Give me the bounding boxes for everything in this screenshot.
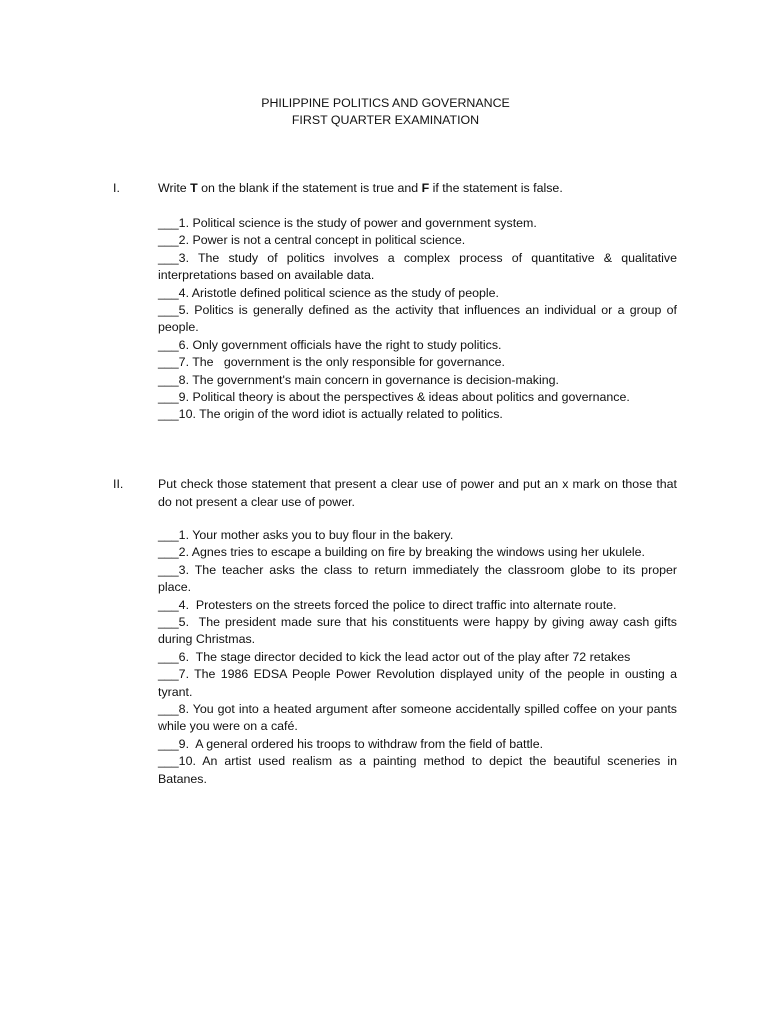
question-item xyxy=(158,232,677,249)
question-text: ___8. You got into a heated argument after someone accidentally spilled coffee on your pants while you were on a café. xyxy=(158,702,681,734)
section-1-number: I. xyxy=(113,181,120,195)
section-2-items xyxy=(158,527,681,788)
question-item xyxy=(158,701,681,736)
section-1-instruction xyxy=(158,180,677,198)
question-text: ___2. Power is not a central concept in political science. xyxy=(158,233,466,248)
question-item xyxy=(158,614,681,649)
instruction-text: on the blank if the statement is true and xyxy=(197,181,422,195)
question-text: ___10. An artist used realism as a painting method to depict the beautiful sceneries in Batanes. xyxy=(158,754,681,786)
question-item xyxy=(158,389,677,406)
question-text: ___7. The 1986 EDSA People Power Revolution displayed unity of the people in ousting a tyrant. xyxy=(158,667,681,699)
question-item xyxy=(158,354,677,371)
question-text: ___10. The origin of the word idiot is actually related to politics. xyxy=(158,407,503,422)
section-2-instruction: Put check those statement that present a clear use of power and put an x mark on those that do not present a clear use of power. xyxy=(158,477,677,509)
question-text: ___6. Only government officials have the right to study politics. xyxy=(158,337,502,352)
instruction-text: if the statement is false. xyxy=(429,181,563,195)
question-text: ___2. Agnes tries to escape a building on fire by breaking the windows using her ukulele. xyxy=(158,545,645,560)
exam-header xyxy=(0,95,768,129)
question-text: ___3. The teacher asks the class to return immediately the classroom globe to its proper place. xyxy=(158,562,681,595)
question-item xyxy=(158,302,681,337)
true-marker: T xyxy=(190,181,198,195)
exam-title: FIRST QUARTER EXAMINATION xyxy=(291,113,480,127)
question-item xyxy=(158,372,677,389)
question-item xyxy=(158,736,677,753)
false-marker: F xyxy=(421,181,430,195)
question-item xyxy=(158,562,681,597)
question-item xyxy=(158,527,677,544)
question-item xyxy=(158,666,681,701)
question-item xyxy=(158,285,677,302)
section-1-items xyxy=(158,215,681,424)
question-item xyxy=(158,250,681,285)
question-text: ___1. Your mother asks you to buy flour in the bakery. xyxy=(158,528,454,542)
section-2-number: II. xyxy=(113,477,124,491)
question-item xyxy=(158,753,681,788)
question-item xyxy=(158,544,677,561)
instruction-text: Write xyxy=(158,181,191,195)
question-text: ___8. The government's main concern in governance is decision-making. xyxy=(158,372,559,387)
question-text: ___7. The government is the only responsible for governance. xyxy=(158,355,505,370)
question-text: ___9. A general ordered his troops to withdraw from the field of battle. xyxy=(158,736,544,751)
question-text: ___4. Protesters on the streets forced the police to direct traffic into alternate route. xyxy=(158,597,617,612)
question-item xyxy=(158,406,677,423)
question-text: ___6. The stage director decided to kick the lead actor out of the play after 72 retakes xyxy=(158,649,631,664)
question-text: ___5. The president made sure that his constituents were happy by giving away cash gifts during Christmas. xyxy=(158,615,681,647)
question-item xyxy=(158,597,677,614)
question-item xyxy=(158,649,677,666)
question-text: ___5. Politics is generally defined as the activity that influences an individual or a group of people. xyxy=(158,303,681,335)
question-text: ___3. The study of politics involves a complex process of quantitative & qualitative interpretations based on available data. xyxy=(158,250,681,283)
question-item xyxy=(158,337,677,354)
question-item xyxy=(158,215,677,232)
question-text: ___9. Political theory is about the perspectives & ideas about politics and governance. xyxy=(158,390,630,405)
question-text: ___1. Political science is the study of power and government system. xyxy=(158,216,537,230)
question-text: ___4. Aristotle defined political science as the study of people. xyxy=(158,285,499,300)
subject-title: PHILIPPINE POLITICS AND GOVERNANCE xyxy=(261,96,510,110)
